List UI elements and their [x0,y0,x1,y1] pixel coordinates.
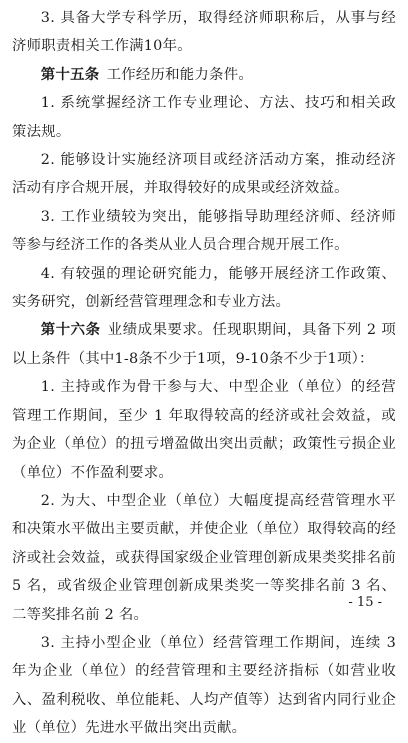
paragraph-text: 4. 有较强的理论研究能力，能够开展经济工作政策、实务研究，创新经营管理理念和专业方法。 [12,265,396,311]
paragraph-4 [12,146,396,203]
article-label: 第十五条 [40,66,100,83]
paragraph-text: 3. 工作业绩较为突出，能够指导助理经济师、经济师等参与经济工作的各类从业人员合理合规开展工作。 [12,208,396,254]
article-16-heading [12,316,396,373]
page-number: - 15 - [348,595,382,610]
paragraph-text: 工作经历和能力条件。 [106,66,253,83]
paragraph-text: 1. 系统掌握经济工作专业理论、方法、技巧和相关政策法规。 [12,95,396,140]
paragraph-text: 2. 为大、中型企业（单位）大幅度提高经营管理水平和决策水平做出主要贡献，并使企业（单位）取得较高的经济或社会效益，或获得国家级企业管理创新成果类奖排名前 5 名，或省级企业管理创新成果类奖一等奖排名前 3 名、二等奖排名前 2 名。 [12,492,396,623]
paragraph-10 [12,629,396,743]
article-15-heading [12,61,396,89]
paragraph-text: 3. 主持小型企业（单位）经营管理工作期间，连续 3 年为企业（单位）的经营管理和主要经济指标（如营业收入、盈利税收、单位能耗、人均产值等）达到省内同行业企业（单位）先进水平做出突出贡献。 [12,634,396,737]
paragraph-5 [12,203,396,260]
paragraph-9 [12,487,396,629]
paragraph-text: 3. 具备大学专科学历，取得经济师职称后，从事与经济师职责相关工作满10年。 [12,10,396,55]
paragraph-text: 业绩成果要求。任现职期间，具备下列 2 项以上条件（其中1-8条不少于1项，9-10条不少于1项）： [12,322,396,367]
paragraph-3 [12,89,396,146]
paragraph-text: 2. 能够设计实施经济项目或经济活动方案，推动经济活动有序合规开展，并取得较好的成果或经济效益。 [12,152,396,197]
paragraph-text: 1. 主持或作为骨干参与大、中型企业（单位）的经营管理工作期间，至少 1 年取得较高的经济或社会效益，或为企业（单位）的扭亏增盈做出突出贡献；政策性亏损企业（单位）不作盈利要求。 [12,379,396,481]
article-label: 第十六条 [40,322,101,339]
paragraph-1 [12,4,396,61]
paragraph-6 [12,260,396,317]
paragraph-8 [12,373,396,487]
